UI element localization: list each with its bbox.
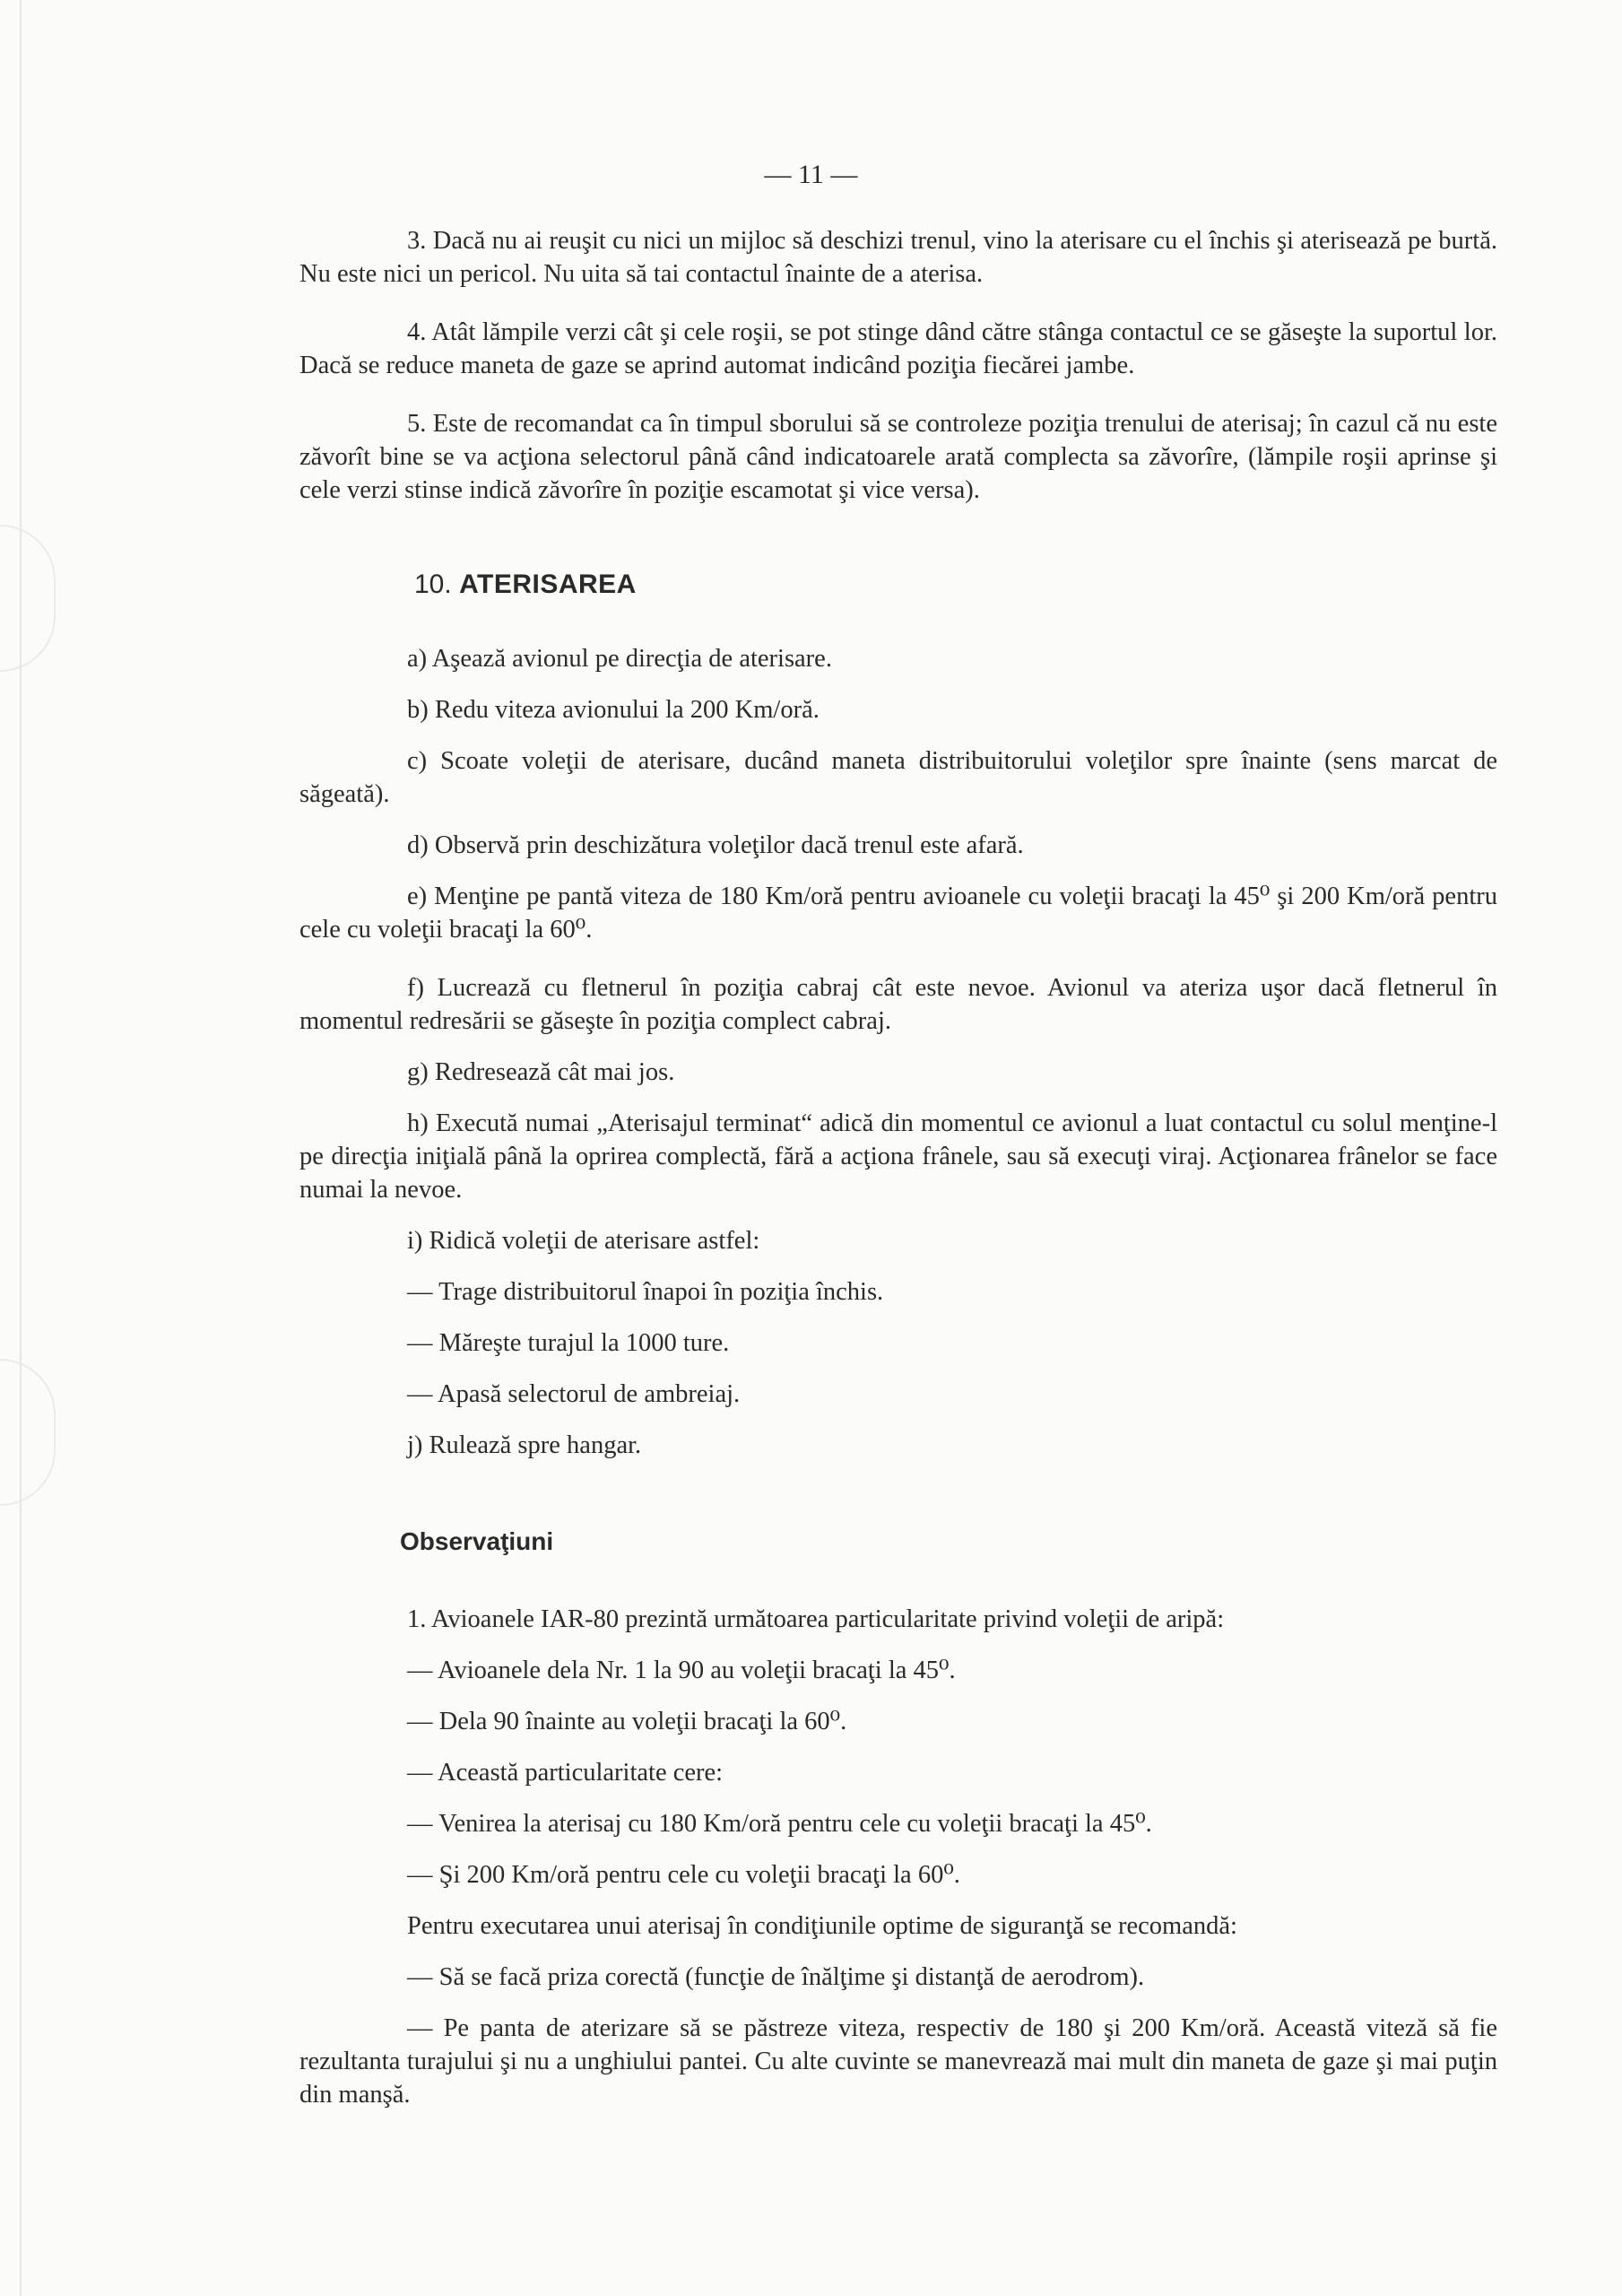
step-f: f) Lucrează cu fletnerul în poziţia cabraj cât este nevoe. Avionul va ateriza uşor dacă fletnerul în momentul redresării se găseşte în poziţia complect cabraj.	[299, 974, 1497, 1035]
landing-steps	[299, 642, 1497, 1462]
punch-hole-mark	[0, 525, 56, 672]
step-i-sub-3: — Apasă selectorul de ambreiaj.	[407, 1380, 741, 1408]
observation-item: — Şi 200 Km/oră pentru cele cu voleţii bracaţi la 60⁰.	[407, 1861, 960, 1889]
step-i-sub-2: — Măreşte turajul la 1000 ture.	[407, 1329, 730, 1357]
punch-hole-mark	[0, 1359, 56, 1506]
section-heading	[299, 568, 1497, 601]
section-number: 10.	[414, 570, 452, 599]
paragraph-item-3: 3. Dacă nu ai reuşit cu nici un mijloc să deschizi trenul, vino la aterisare cu el închis şi aterisează pe burtă. Nu este nici un pericol. Nu uita să tai contactul înainte de a aterisa.	[299, 227, 1497, 288]
step-d: d) Observă prin deschizătura voleţilor dacă trenul este afară.	[407, 831, 1024, 859]
page-number: — 11 —	[764, 160, 858, 189]
step-b: b) Redu viteza avionului la 200 Km/oră.	[407, 696, 820, 724]
observations-heading: Observaţiuni	[400, 1527, 554, 1555]
observation-item: — Venirea la aterisaj cu 180 Km/oră pentru cele cu voleţii bracaţi la 45⁰.	[407, 1810, 1152, 1838]
step-c: c) Scoate voleţii de aterisare, ducând maneta distribuitorului voleţilor spre înainte (sens marcat de săgeată).	[299, 747, 1497, 808]
document-body	[299, 224, 1497, 2111]
page-edge	[20, 0, 22, 2296]
step-j: j) Rulează spre hangar.	[407, 1431, 642, 1459]
section-title: ATERISAREA	[459, 570, 637, 599]
paragraph-item-4: 4. Atât lămpile verzi cât şi cele roşii, se pot stinge dând către stânga contactul ce se găseşte la suportul lor. Dacă se reduce maneta de gaze se aprind automat indicând poziţia fiecărei jambe.	[299, 318, 1497, 379]
observation-item: 1. Avioanele IAR-80 prezintă următoarea particularitate privind voleţii de aripă:	[407, 1605, 1225, 1633]
observation-item: — Pe panta de aterizare să se păstreze viteza, respectiv de 180 şi 200 Km/oră. Această viteză să fie rezultanta turajului şi nu a unghiului pantei. Cu alte cuvinte se manevrează mai mult din maneta de gaze şi mai puţin din manşă.	[299, 2014, 1497, 2109]
paragraph-item-5: 5. Este de recomandat ca în timpul sborului să se controleze poziţia trenului de aterisaj; în cazul că nu este zăvorît bine se va acţiona selectorul până când indicatoarele arată complecta sa zăvorîre, (lămpile roşii aprinse şi cele verzi stinse indică zăvorîre în poziţie escamotat şi vice versa).	[299, 410, 1497, 504]
observation-item: Pentru executarea unui aterisaj în condiţiunile optime de siguranţă se recomandă:	[407, 1912, 1237, 1940]
step-i-sub-1: — Trage distribuitorul înapoi în poziţia închis.	[407, 1278, 884, 1306]
step-i: i) Ridică voleţii de aterisare astfel:	[407, 1227, 760, 1255]
observations-list	[299, 1603, 1497, 2111]
observation-item: — Această particularitate cere:	[407, 1759, 724, 1787]
observation-item: — Avioanele dela Nr. 1 la 90 au voleţii bracaţi la 45⁰.	[407, 1657, 956, 1684]
observation-item: — Să se facă priza corectă (funcţie de înălţime şi distanţă de aerodrom).	[407, 1963, 1145, 1991]
step-e: e) Menţine pe pantă viteza de 180 Km/oră pentru avioanele cu voleţii bracaţi la 45⁰ şi 200 Km/oră pentru cele cu voleţii bracaţi la 60⁰.	[299, 883, 1497, 944]
observation-item: — Dela 90 înainte au voleţii bracaţi la 60⁰.	[407, 1708, 847, 1735]
step-h: h) Execută numai „Aterisajul terminat“ adică din momentul ce avionul a luat contactul cu solul menţine-l pe direcţia iniţială până la oprirea complectă, fără a acţiona frânele, sau să execuţi viraj. Acţionarea frânelor se face numai la nevoe.	[299, 1109, 1497, 1204]
step-g: g) Redresează cât mai jos.	[407, 1058, 675, 1086]
step-a: a) Aşează avionul pe direcţia de aterisare.	[407, 645, 832, 673]
